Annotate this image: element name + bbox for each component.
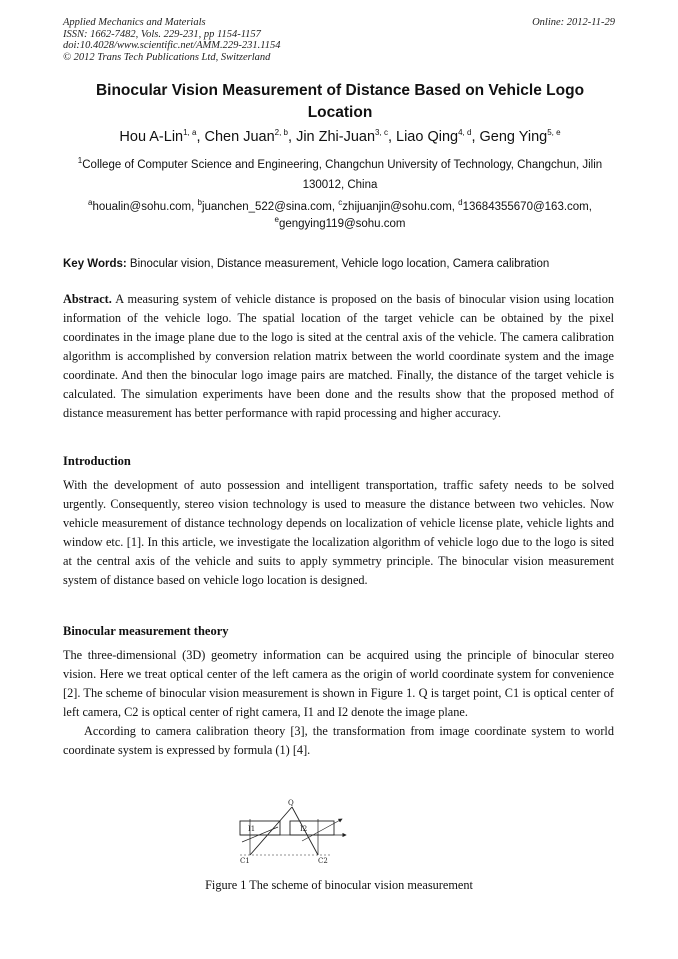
email-entry: $^c$zhijuanjin@sohu.com, xyxy=(338,198,459,213)
theory-heading: Binocular measurement theory xyxy=(63,624,229,638)
email-entry: $^b$juanchen_522@sina.com, xyxy=(197,198,339,213)
label-i2: I2 xyxy=(300,825,308,833)
copyright-line: © 2012 Trans Tech Publications Ltd, Switzerland xyxy=(63,51,271,63)
abstract-label: Abstract. xyxy=(63,292,112,306)
journal-header xyxy=(63,17,615,63)
theory-paragraph-1: The three-dimensional (3D) geometry information can be acquired using the principle of binocular stereo vision. Here we treat optical center of the left camera as the origin of world coordinate system for convenience [2]. The scheme of binocular vision measurement is shown in Figure 1. Q is target point, C1 is optical center of left camera, C2 is optical center of right camera, I1 and I2 denote the image plane. xyxy=(63,648,614,719)
abstract xyxy=(63,290,614,423)
ray-c1-q xyxy=(250,807,292,855)
theory-section xyxy=(63,646,614,760)
email-entry: $^d$13684355670@163.com, xyxy=(458,198,592,213)
binocular-scheme-figure xyxy=(230,797,350,867)
email-entry: $^a$houalin@sohu.com, xyxy=(88,198,198,213)
email-list xyxy=(60,199,620,233)
keywords-text: Binocular vision, Distance measurement, Vehicle logo location, Camera calibration xyxy=(129,258,550,270)
theory-paragraph-2: According to camera calibration theory [3], the transformation from image coordinate system to world coordinate system is expressed by formula (1) [4]. xyxy=(63,724,614,757)
doi-line: doi:10.4028/www.scientific.net/AMM.229-231.1154 xyxy=(63,40,281,51)
author: Liao Qing$^{4, d}$, xyxy=(396,128,480,145)
label-c2: C2 xyxy=(318,857,328,865)
email-entry: $^e$gengying119@sohu.com xyxy=(274,215,406,230)
introduction-text: With the development of auto possession and intelligent transportation, traffic safety needs to be solved urgently. Consequently, stereo vision technology is used to measure the distance between two vehicles. Now vehicle measurement of distance technology depends on localization of vehicle license plate, vehicle lights and window etc. [1]. In this article, we investigate the localization algorithm of vehicle logo due to the logo is sited at the central axis of the vehicle and suits to apply symmetry principle. The binocular vision measurement system of distance based on vehicle logo location is designed. xyxy=(63,478,614,587)
affiliation: $^1$College of Computer Science and Engineering, Changchun University of Technology, Changchun, Jilin 130012, China xyxy=(77,156,603,191)
abstract-text: A measuring system of vehicle distance is proposed on the basis of binocular vision using location information of the vehicle logo. The spatial location of the target vehicle can be obtained by the pixel coordinates in the image plane due to the logo is sited at the central axis of the vehicle. The camera calibration algorithm is accomplished by conversion relation matrix between the world coordinate system and the image coordinate. And then the binocular logo image pairs are matched. Finally, the distance of the target vehicle is calculated. The simulation experiments have been done and the results show that the proposed method of distance measurement has better performance with rapid processing and higher accuracy. xyxy=(63,292,614,420)
label-i1: I1 xyxy=(248,825,256,833)
author: Chen Juan$^{2, b}$, xyxy=(204,128,297,145)
figure-caption: Figure 1 The scheme of binocular vision measurement xyxy=(205,878,473,892)
label-c1: C1 xyxy=(240,857,250,865)
image-plane-i2 xyxy=(290,821,334,835)
author-list xyxy=(40,128,640,146)
projection-right xyxy=(302,819,342,841)
author: Geng Ying$^{5, e}$ xyxy=(479,128,561,145)
issn-line: ISSN: 1662-7482, Vols. 229-231, pp 1154-1157 xyxy=(63,28,261,40)
introduction-heading: Introduction xyxy=(63,454,131,468)
author: Jin Zhi-Juan$^{3, c}$, xyxy=(296,128,397,145)
journal-name: Applied Mechanics and Materials xyxy=(63,17,206,28)
author: Hou A-Lin$^{1, a}$, xyxy=(119,128,205,145)
paper-title: Binocular Vision Measurement of Distance Based on Vehicle Logo Location xyxy=(95,82,585,121)
keywords-label: Key Words: xyxy=(63,258,127,270)
label-q: Q xyxy=(288,799,294,807)
keywords xyxy=(63,256,623,272)
online-date: Online: 2012-11-29 xyxy=(532,17,615,28)
